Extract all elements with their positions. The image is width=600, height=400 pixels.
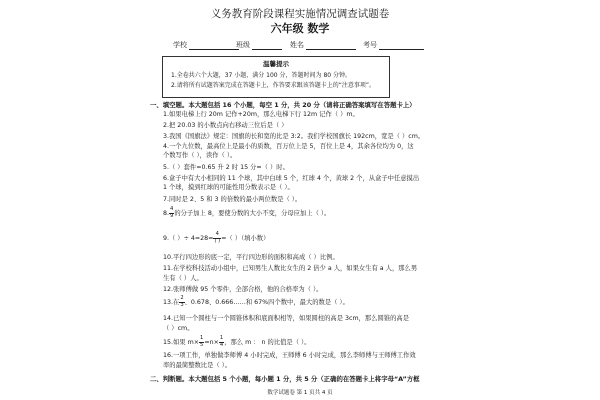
question-2: 2.把 20.03 的小数点向右移动三位后是（ ）	[163, 122, 288, 129]
fraction-numerator: 1	[219, 335, 224, 341]
question-13-text-b: 、0.678、0.666……和 67%四个数中，最大的数是（ ）。	[184, 299, 349, 306]
class-label: 班级	[236, 41, 250, 49]
question-14-line-2: （ ）cm。	[163, 325, 194, 332]
fraction-denominator: 3	[180, 301, 184, 308]
number-label: 考号	[363, 41, 377, 49]
notice-line-1: 1.全卷共六个大题，37 小题，满分 100 分，答题时间为 80 分钟。	[171, 72, 351, 79]
exam-subtitle: 六年级 数学	[270, 22, 330, 35]
notice-box	[162, 56, 390, 98]
question-4-line-1: 4.一个九位数，最高位上是最小的质数，百万位上是 5，百位上是 4，其余各位均为 0，这	[163, 143, 414, 150]
school-label: 学校	[173, 41, 187, 49]
fraction-denominator: 5	[200, 341, 204, 348]
name-label: 姓名	[290, 41, 304, 49]
question-16-line-1: 16.一项工作，单独做李师傅 4 小时完成，王师傅 6 小时完成，那么李师傅与王师傅工作效	[163, 352, 416, 359]
name-field[interactable]	[290, 40, 356, 50]
question-6-line-1: 6.盒子中有大小相同的 11 个球，其中白球 5 个，红球 4 个，黄球 2 个，从盒子中任意摸出	[163, 175, 420, 182]
question-1: 1.如果电梯上行 20m 记作+20m，那么电梯下行 12m 记作（ ）m。	[163, 111, 359, 118]
fraction-numerator: 1	[200, 335, 204, 341]
question-15	[163, 336, 310, 348]
question-16-line-2: 率的最简整数比是（ ）。	[163, 362, 232, 369]
fraction-numerator: 4	[213, 232, 221, 239]
fraction-4-blank	[213, 232, 221, 244]
question-11-line-2: 生有（ ）人。	[163, 275, 203, 282]
question-13-text-a: 13.在	[163, 299, 180, 306]
class-field[interactable]	[236, 40, 282, 50]
notice-heading: 温馨提示	[263, 60, 289, 68]
section-2-heading: 二、判断题。本大题包括 5 个小题，每小题 1 分，共 5 分（正确的在答题卡上将字母“A”方框	[150, 375, 420, 383]
question-6-line-2: 1 个球，摸到红球的可能性用分数表示是（ ）。	[163, 184, 294, 191]
question-8-number: 8.	[163, 210, 170, 217]
fraction-denominator: 9	[170, 212, 174, 219]
question-15-text-b: =n×	[204, 339, 219, 346]
page-footer: 数学试题卷 第 1 页共 4 页	[267, 390, 333, 396]
number-blank[interactable]	[379, 41, 424, 50]
class-blank[interactable]	[252, 41, 282, 50]
question-15-text-a: 15.如果 m×	[163, 339, 200, 346]
question-5: 5.（ ）套件=0.65 升 2 时 15 分=（ ）时。	[163, 164, 289, 171]
question-3: 3.我国《国旗法》规定：国旗的长和宽的比是 3:2。我们学校国旗长 192cm，宽是（ ）cm。	[163, 133, 425, 140]
school-field[interactable]	[173, 40, 239, 50]
notice-line-2: 2.请将所有试题答案完成在答题卡上，作答要求跟该答题卡上的“注意事项”。	[171, 82, 375, 89]
question-12: 12.张师傅做 95 个零件，全部合格，他的合格率为（ ）。	[163, 286, 323, 293]
question-4-line-2: 个数写作（ ），读作（ ）。	[163, 152, 237, 159]
fraction-numerator: 2	[180, 295, 184, 301]
question-8	[163, 207, 330, 219]
school-blank[interactable]	[189, 41, 239, 50]
question-10: 10.平行四边形的底一定，平行四边形的面积和高成（ ）比例。	[163, 254, 339, 261]
fraction-numerator: 4	[170, 206, 174, 212]
fraction-denominator: 4	[219, 341, 224, 348]
exam-title: 义务教育阶段课程实施情况调查试题卷	[210, 8, 390, 20]
question-7: 7.同时是 2、5 和 3 的倍数的最小两位数是（ ）。	[163, 196, 302, 203]
question-9-text-a: 9.（ ）÷ 4=28=	[163, 235, 214, 242]
question-11-line-1: 11.在学校科技活动小组中，已知男生人数比女生的 2 倍少 a 人，如果女生有 a 人，那么男	[163, 265, 418, 272]
name-blank[interactable]	[306, 41, 356, 50]
question-15-text-c: ，那么 m ： n 的比值是（ ）。	[224, 339, 311, 346]
question-13	[163, 296, 349, 308]
question-9	[163, 232, 269, 244]
question-8-text: 的分子加上 8，要使分数的大小不变，分母应加上（ ）。	[174, 210, 331, 217]
fraction-denominator: ( )	[214, 237, 221, 244]
question-14-line-1: 14.已知一个圆柱与一个圆锥体积和底面积相等，如果圆柱的高是 3cm，那么圆锥的高是	[163, 315, 410, 322]
number-field[interactable]	[363, 40, 424, 50]
section-1-heading: 一、填空题。本大题包括 16 个小题，每空 1 分，共 20 分（请将正确答案填写在答题卡上）	[150, 101, 416, 109]
question-9-text-b: =（ ）（填小数）	[221, 235, 270, 242]
